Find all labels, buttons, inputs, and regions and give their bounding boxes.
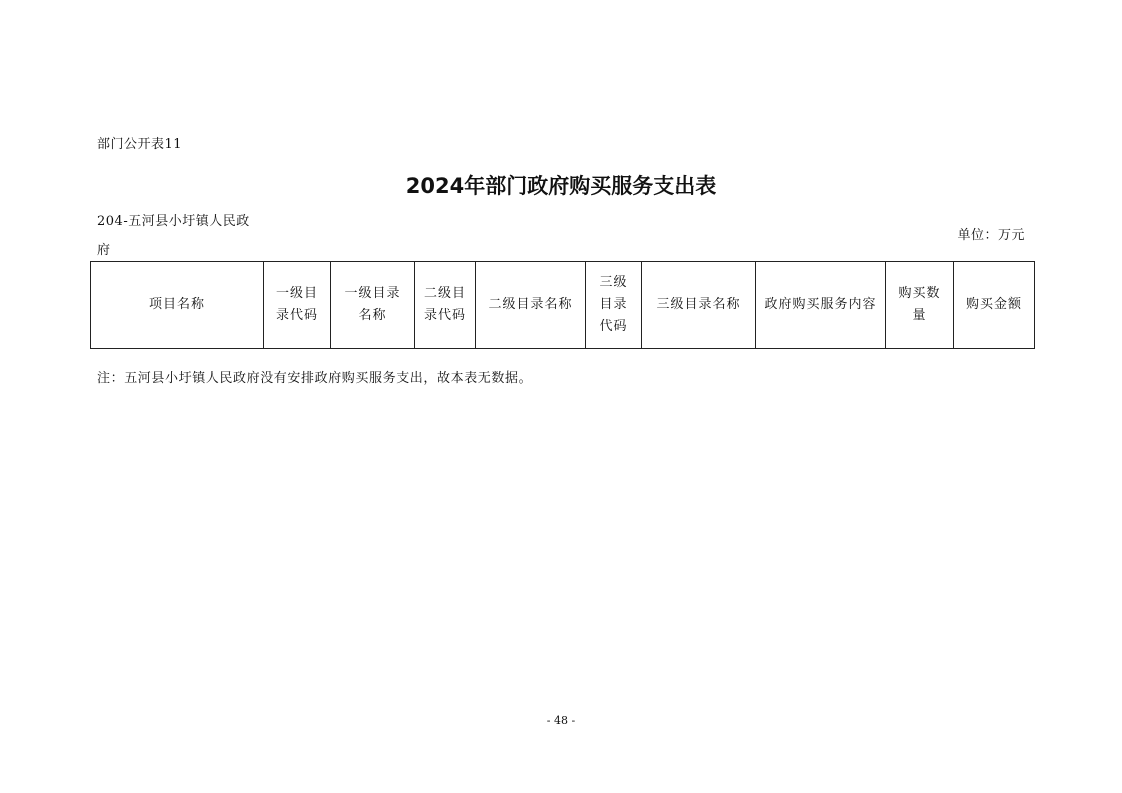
table-header-row [91,262,1035,349]
header-line: 量 [912,308,927,323]
header-line: 代码 [599,319,628,334]
header-level1-name [331,262,415,349]
header-project-name [91,262,264,349]
expenditure-table [90,261,1035,349]
header-service-content [756,262,886,349]
page-number: - 48 - [546,714,576,727]
organization-name [97,207,262,265]
unit-label: 单位：万元 [957,228,1025,243]
header-line: 项目名称 [148,297,205,312]
header-level3-name [642,262,756,349]
header-purchase-amount [954,262,1035,349]
header-line: 目录 [599,297,628,312]
header-line: 名称 [358,308,387,323]
header-line: 政府购买服务内容 [764,297,877,312]
organization-name-line-1: 204-五河县小圩镇人民政 [97,214,250,229]
header-line: 录代码 [275,308,318,323]
header-line: 一级目 [275,286,318,301]
organization-name-line-2: 府 [97,243,111,258]
header-level3-code [586,262,642,349]
header-line: 录代码 [423,308,466,323]
page-title: 2024年部门政府购买服务支出表 [405,174,717,198]
header-level1-code [264,262,331,349]
header-line: 一级目录 [344,286,401,301]
header-line: 三级 [599,275,628,290]
header-line: 三级目录名称 [656,297,741,312]
header-purchase-quantity [886,262,954,349]
header-line: 二级目录名称 [488,297,573,312]
header-level2-code [415,262,476,349]
header-line: 购买数 [898,286,941,301]
form-number: 部门公开表11 [97,137,183,152]
header-line: 二级目 [423,286,466,301]
table-note: 注：五河县小圩镇人民政府没有安排政府购买服务支出，故本表无数据。 [97,371,533,386]
header-level2-name [476,262,586,349]
header-line: 购买金额 [965,297,1022,312]
